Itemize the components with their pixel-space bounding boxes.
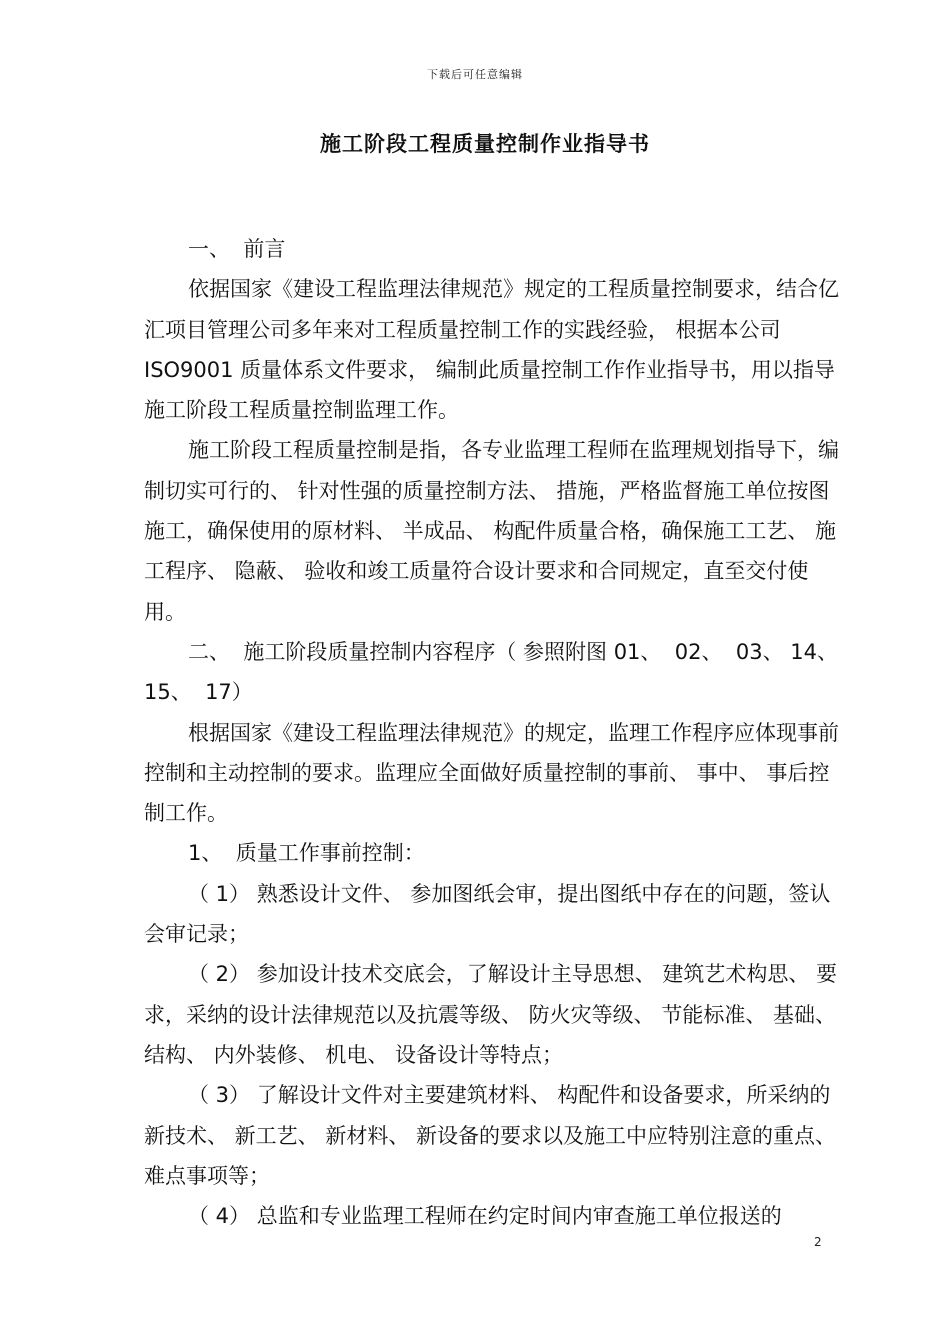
subsection-heading-pre-control: 1、 质量工作事前控制： (188, 841, 425, 866)
list-item: （ 3） 了解设计文件对主要建筑材料、 构配件和设备要求，所采纳的新技术、 新工艺、 新材料、 新设备的要求以及施工中应特别注意的重点、 难点事项等； (144, 1083, 843, 1188)
list-item: （ 1） 熟悉设计文件、 参加图纸会审，提出图纸中存在的问题，签认会审记录； (144, 881, 831, 947)
list-item: （ 4） 总监和专业监理工程师在约定时间内审查施工单位报送的 (188, 1204, 782, 1229)
page-number: 2 (814, 1235, 822, 1249)
document-title: 施工阶段工程质量控制作业指导书 (320, 132, 650, 156)
paragraph: 根据国家《建设工程监理法律规范》的规定，监理工作程序应体现事前控制和主动控制的要求。监理应全面做好质量控制的事前、 事中、 事后控制工作。 (144, 720, 839, 826)
section-heading-content-procedure: 二、 施工阶段质量控制内容程序（ 参照附图 01、 02、 03、 14、 15、 17） (144, 639, 852, 705)
header-note: 下载后可任意编辑 (427, 68, 523, 81)
document-body (144, 229, 852, 1236)
paragraph: 施工阶段工程质量控制是指，各专业监理工程师在监理规划指导下，编制切实可行的、 针对性强的质量控制方法、 措施，严格监督施工单位按图施工，确保使用的原材料、 半成品、 构配件质量合格，确保施工工艺、 施工程序、 隐蔽、 验收和竣工质量符合设计要求和合同规定，直至交付使用。 (144, 438, 839, 624)
section-heading-preface: 一、 前言 (188, 237, 286, 261)
paragraph: 依据国家《建设工程监理法律规范》规定的工程质量控制要求，结合亿汇项目管理公司多年来对工程质量控制工作的实践经验， 根据本公司 ISO9001 质量体系文件要求， 编制此质量控制工作作业指导书，用以指导施工阶段工程质量控制监理工作。 (144, 277, 839, 423)
list-item: （ 2） 参加设计技术交底会，了解设计主导思想、 建筑艺术构思、 要求，采纳的设计法律规范以及抗震等级、 防火灾等级、 节能标准、 基础、 结构、 内外装修、 机电、 设备设计等特点； (144, 962, 843, 1067)
